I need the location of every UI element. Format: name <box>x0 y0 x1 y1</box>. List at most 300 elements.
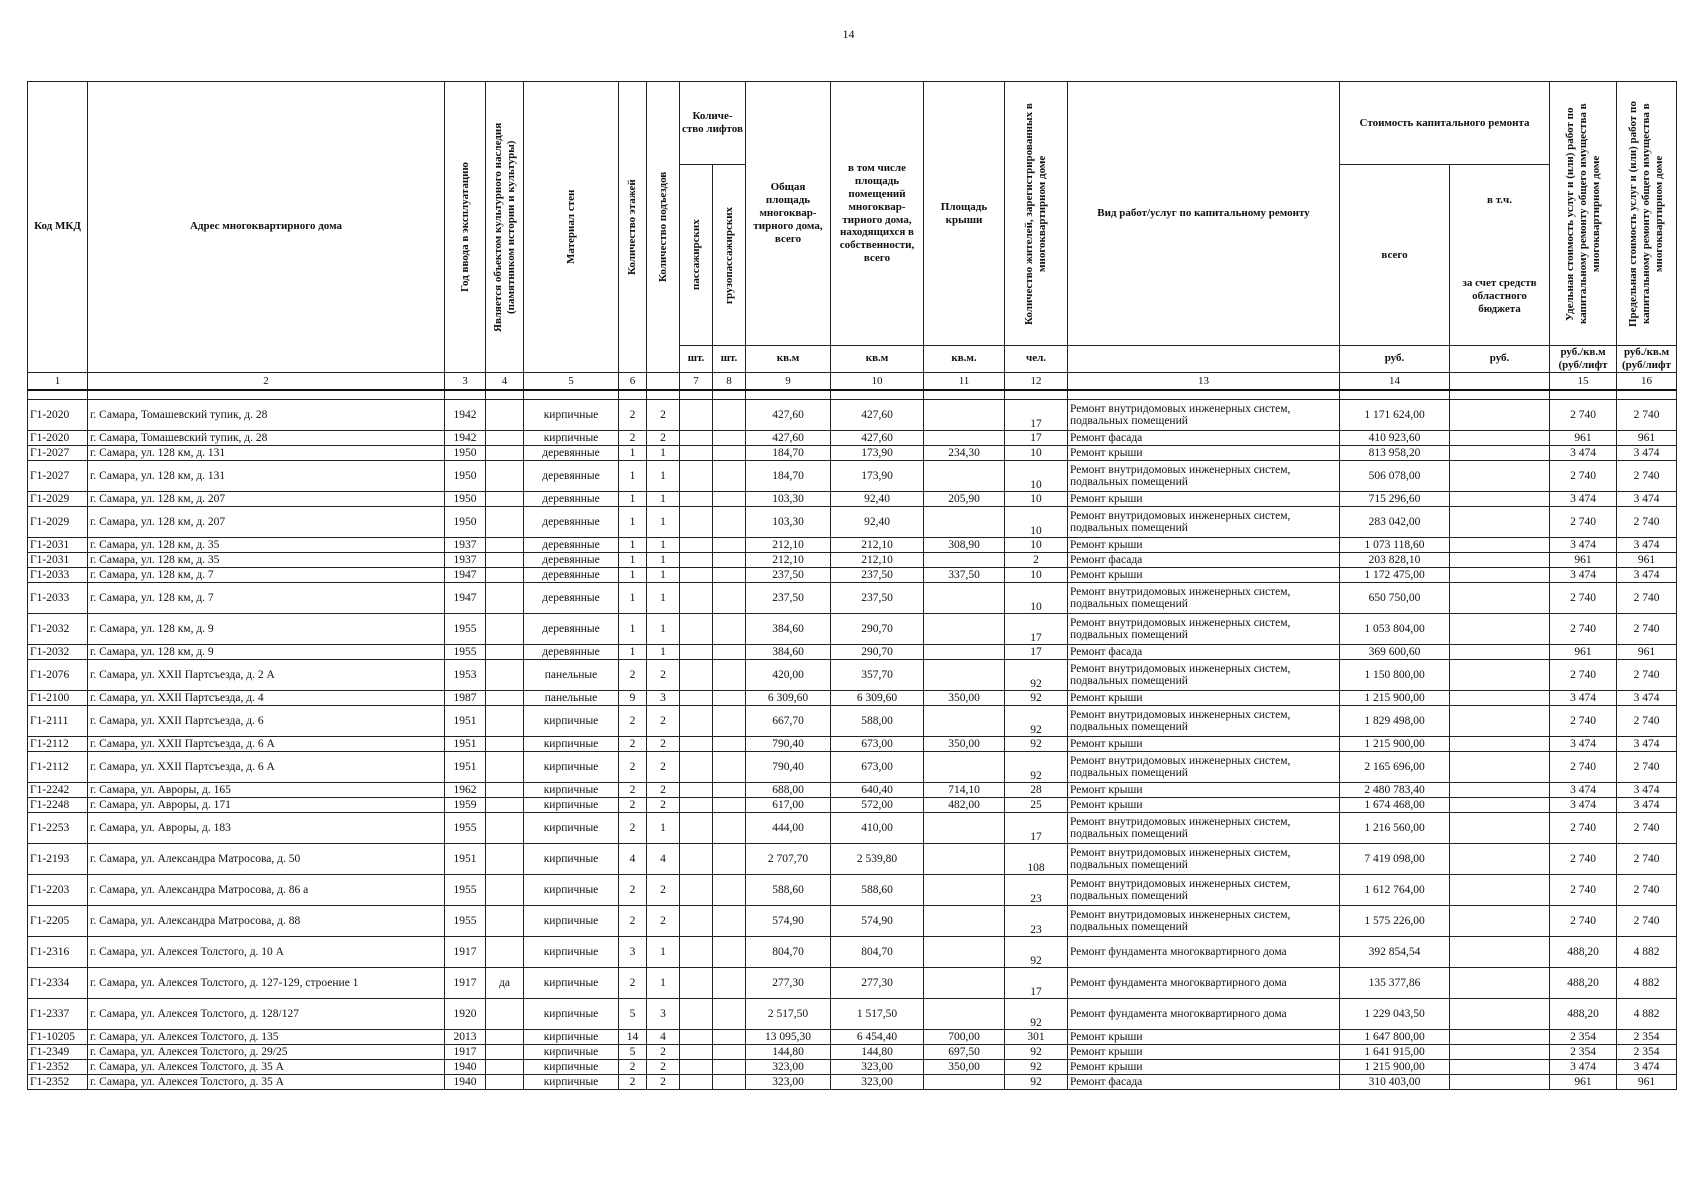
cell-total-area: 2 707,70 <box>746 843 831 874</box>
cell-unit-cost: 488,20 <box>1550 998 1617 1029</box>
cell-unit-cost: 2 740 <box>1550 659 1617 690</box>
column-number: 11 <box>924 372 1005 390</box>
cell-cost-regional <box>1450 1029 1550 1044</box>
cell-address: г. Самара, ул. Алексея Толстого, д. 128/127 <box>88 998 445 1029</box>
cell-floors: 3 <box>619 936 647 967</box>
cell-year: 1951 <box>445 736 486 751</box>
cell-cost-total: 1 215 900,00 <box>1340 690 1450 705</box>
cell-floors: 2 <box>619 399 647 430</box>
cell-lifts-passenger <box>680 751 713 782</box>
cell-heritage <box>486 690 524 705</box>
table-row <box>28 967 1677 998</box>
cell-total-area: 574,90 <box>746 905 831 936</box>
cell-max-cost: 3 474 <box>1617 690 1677 705</box>
cell-cost-regional <box>1450 936 1550 967</box>
table-row <box>28 905 1677 936</box>
cell-work-type: Ремонт внутридомовых инженерных систем, подвальных помещений <box>1068 812 1340 843</box>
cell-max-cost: 4 882 <box>1617 967 1677 998</box>
cell-heritage <box>486 399 524 430</box>
cell-unit-cost: 2 740 <box>1550 843 1617 874</box>
cell-heritage <box>486 812 524 843</box>
cell-cost-total: 369 600,60 <box>1340 644 1450 659</box>
cell-roof-area: 697,50 <box>924 1044 1005 1059</box>
cell-cost-total: 310 403,00 <box>1340 1074 1450 1089</box>
cell-total-area: 103,30 <box>746 491 831 506</box>
cell-owned-area: 144,80 <box>831 1044 924 1059</box>
cell-entrances: 1 <box>647 936 680 967</box>
cell-material: деревянные <box>524 567 619 582</box>
cell-year: 2013 <box>445 1029 486 1044</box>
cell-material: деревянные <box>524 537 619 552</box>
cell-year: 1920 <box>445 998 486 1029</box>
cell-owned-area: 290,70 <box>831 613 924 644</box>
cell-lifts-freight <box>713 582 746 613</box>
cell-lifts-passenger <box>680 399 713 430</box>
cell-work-type: Ремонт крыши <box>1068 782 1340 797</box>
cell-floors: 14 <box>619 1029 647 1044</box>
cell-material: панельные <box>524 659 619 690</box>
cell-total-area: 237,50 <box>746 567 831 582</box>
table-row <box>28 812 1677 843</box>
cell-heritage <box>486 430 524 445</box>
cell-lifts-passenger <box>680 644 713 659</box>
cell-residents: 10 <box>1005 582 1068 613</box>
cell-heritage <box>486 874 524 905</box>
cell-cost-regional <box>1450 582 1550 613</box>
cell-total-area: 427,60 <box>746 399 831 430</box>
cell-total-area: 212,10 <box>746 552 831 567</box>
cell-lifts-passenger <box>680 491 713 506</box>
cell-cost-regional <box>1450 399 1550 430</box>
cell-cost-total: 1 641 915,00 <box>1340 1044 1450 1059</box>
cell-roof-area: 350,00 <box>924 1059 1005 1074</box>
cell-cost-total: 1 215 900,00 <box>1340 1059 1450 1074</box>
cell-heritage <box>486 782 524 797</box>
cell-owned-area: 323,00 <box>831 1074 924 1089</box>
cell-cost-total: 1 073 118,60 <box>1340 537 1450 552</box>
cell-floors: 1 <box>619 644 647 659</box>
cell-total-area: 444,00 <box>746 812 831 843</box>
cell-owned-area: 2 539,80 <box>831 843 924 874</box>
cell-cost-total: 410 923,60 <box>1340 430 1450 445</box>
cell-cost-total: 1 674 468,00 <box>1340 797 1450 812</box>
cell-work-type: Ремонт крыши <box>1068 567 1340 582</box>
cell-address: г. Самара, ул. 128 км, д. 35 <box>88 552 445 567</box>
cell-lifts-passenger <box>680 1044 713 1059</box>
cell-cost-regional <box>1450 644 1550 659</box>
table-row <box>28 1059 1677 1074</box>
cell-entrances: 2 <box>647 705 680 736</box>
cell-lifts-passenger <box>680 506 713 537</box>
cell-lifts-passenger <box>680 874 713 905</box>
cell-entrances: 1 <box>647 567 680 582</box>
cell-residents: 92 <box>1005 705 1068 736</box>
col-header-lifts-passenger-text: пассажирских <box>689 219 702 291</box>
column-number: 2 <box>88 372 445 390</box>
cell-code: Г1-2352 <box>28 1074 88 1089</box>
cell-owned-area: 1 517,50 <box>831 998 924 1029</box>
cell-floors: 1 <box>619 582 647 613</box>
cell-floors: 1 <box>619 506 647 537</box>
cell-address: г. Самара, ул. 128 км, д. 7 <box>88 567 445 582</box>
cell-heritage <box>486 491 524 506</box>
cell-work-type: Ремонт фасада <box>1068 1074 1340 1089</box>
cell-residents: 10 <box>1005 567 1068 582</box>
cell-entrances: 1 <box>647 967 680 998</box>
cell-cost-regional <box>1450 567 1550 582</box>
cell-code: Г1-2100 <box>28 690 88 705</box>
cell-code: Г1-2033 <box>28 567 88 582</box>
cell-owned-area: 427,60 <box>831 399 924 430</box>
table-row <box>28 506 1677 537</box>
cell-owned-area: 588,60 <box>831 874 924 905</box>
table-row <box>28 1074 1677 1089</box>
cell-entrances: 1 <box>647 552 680 567</box>
cell-max-cost: 3 474 <box>1617 797 1677 812</box>
cell-heritage <box>486 843 524 874</box>
cell-unit-cost: 3 474 <box>1550 445 1617 460</box>
cell-lifts-freight <box>713 782 746 797</box>
cell-lifts-freight <box>713 998 746 1029</box>
cell-lifts-freight <box>713 751 746 782</box>
cell-address: г. Самара, ул. XXII Партсъезда, д. 6 А <box>88 751 445 782</box>
cell-floors: 2 <box>619 705 647 736</box>
cell-roof-area <box>924 460 1005 491</box>
cell-floors: 1 <box>619 445 647 460</box>
cell-unit-cost: 2 740 <box>1550 399 1617 430</box>
cell-heritage <box>486 552 524 567</box>
col-header-code: Код МКД <box>28 82 88 373</box>
cell-material: деревянные <box>524 582 619 613</box>
cell-lifts-passenger <box>680 567 713 582</box>
cell-cost-total: 1 150 800,00 <box>1340 659 1450 690</box>
cell-max-cost: 2 740 <box>1617 874 1677 905</box>
cell-roof-area <box>924 874 1005 905</box>
cell-code: Г1-2031 <box>28 537 88 552</box>
cell-cost-regional <box>1450 797 1550 812</box>
cell-heritage <box>486 506 524 537</box>
cell-residents: 17 <box>1005 430 1068 445</box>
table-row <box>28 705 1677 736</box>
cell-floors: 2 <box>619 1074 647 1089</box>
cell-year: 1955 <box>445 812 486 843</box>
col-header-cost-regional <box>1450 165 1550 346</box>
cell-total-area: 420,00 <box>746 659 831 690</box>
cell-residents: 10 <box>1005 445 1068 460</box>
cell-cost-total: 7 419 098,00 <box>1340 843 1450 874</box>
cell-work-type: Ремонт внутридомовых инженерных систем, подвальных помещений <box>1068 659 1340 690</box>
cell-unit-cost: 488,20 <box>1550 967 1617 998</box>
cell-code: Г1-2020 <box>28 399 88 430</box>
cell-roof-area <box>924 936 1005 967</box>
cell-heritage <box>486 1029 524 1044</box>
col-header-roof-area: Площадь крыши <box>924 82 1005 346</box>
cell-year: 1950 <box>445 491 486 506</box>
cell-entrances: 1 <box>647 506 680 537</box>
cell-roof-area: 350,00 <box>924 736 1005 751</box>
cell-address: г. Самара, ул. Александра Матросова, д. 88 <box>88 905 445 936</box>
cell-material: кирпичные <box>524 998 619 1029</box>
cell-residents: 23 <box>1005 874 1068 905</box>
cell-residents: 10 <box>1005 506 1068 537</box>
cell-cost-regional <box>1450 552 1550 567</box>
cell-address: г. Самара, ул. Александра Матросова, д. 50 <box>88 843 445 874</box>
col-header-lifts-passenger <box>680 165 713 346</box>
cell-residents: 17 <box>1005 644 1068 659</box>
cell-unit-cost: 3 474 <box>1550 690 1617 705</box>
cell-total-area: 384,60 <box>746 644 831 659</box>
table-row <box>28 460 1677 491</box>
cell-lifts-freight <box>713 399 746 430</box>
cell-code: Г1-2253 <box>28 812 88 843</box>
cell-lifts-freight <box>713 430 746 445</box>
cell-total-area: 13 095,30 <box>746 1029 831 1044</box>
cell-owned-area: 277,30 <box>831 967 924 998</box>
cell-code: Г1-2076 <box>28 659 88 690</box>
cell-address: г. Самара, ул. 128 км, д. 35 <box>88 537 445 552</box>
cell-lifts-freight <box>713 690 746 705</box>
cell-address: г. Самара, ул. Алексея Толстого, д. 35 А <box>88 1074 445 1089</box>
cell-floors: 2 <box>619 751 647 782</box>
cell-max-cost: 3 474 <box>1617 445 1677 460</box>
page-number: 14 <box>842 27 855 41</box>
cell-owned-area: 640,40 <box>831 782 924 797</box>
cell-total-area: 588,60 <box>746 874 831 905</box>
column-number: 7 <box>680 372 713 390</box>
cell-address: г. Самара, ул. Алексея Толстого, д. 35 А <box>88 1059 445 1074</box>
cell-residents: 10 <box>1005 537 1068 552</box>
cell-residents: 28 <box>1005 782 1068 797</box>
col-header-max-cost-text: Предельная стоимость услуг и (или) работ по капитальному ремонту общего имущества в многоквартирном доме <box>1627 100 1665 327</box>
cell-code: Г1-2334 <box>28 967 88 998</box>
cell-address: г. Самара, ул. Александра Матросова, д. 86 а <box>88 874 445 905</box>
cell-roof-area <box>924 905 1005 936</box>
cell-roof-area <box>924 967 1005 998</box>
cell-work-type: Ремонт крыши <box>1068 537 1340 552</box>
col-header-year <box>445 82 486 373</box>
cell-work-type: Ремонт фундамента многоквартирного дома <box>1068 967 1340 998</box>
cell-unit-cost: 2 740 <box>1550 582 1617 613</box>
cell-cost-regional <box>1450 690 1550 705</box>
cell-unit-cost: 2 740 <box>1550 905 1617 936</box>
cell-material: деревянные <box>524 506 619 537</box>
cell-lifts-freight <box>713 874 746 905</box>
cell-lifts-passenger <box>680 736 713 751</box>
cell-cost-regional <box>1450 998 1550 1029</box>
cell-lifts-passenger <box>680 905 713 936</box>
cell-lifts-passenger <box>680 843 713 874</box>
cell-max-cost: 961 <box>1617 430 1677 445</box>
cell-roof-area <box>924 659 1005 690</box>
cell-total-area: 790,40 <box>746 751 831 782</box>
cell-residents: 17 <box>1005 812 1068 843</box>
cell-heritage <box>486 644 524 659</box>
cell-lifts-freight <box>713 567 746 582</box>
col-header-material <box>524 82 619 373</box>
cell-unit-cost: 3 474 <box>1550 797 1617 812</box>
cell-lifts-passenger <box>680 613 713 644</box>
cell-floors: 1 <box>619 460 647 491</box>
cell-material: кирпичные <box>524 967 619 998</box>
cell-work-type: Ремонт внутридомовых инженерных систем, подвальных помещений <box>1068 843 1340 874</box>
cell-lifts-freight <box>713 936 746 967</box>
cell-owned-area: 6 309,60 <box>831 690 924 705</box>
cell-residents: 17 <box>1005 613 1068 644</box>
cell-lifts-passenger <box>680 797 713 812</box>
cell-address: г. Самара, Томашевский тупик, д. 28 <box>88 399 445 430</box>
cell-year: 1950 <box>445 506 486 537</box>
cell-entrances: 2 <box>647 1044 680 1059</box>
table-row <box>28 552 1677 567</box>
cell-entrances: 3 <box>647 690 680 705</box>
column-number: 12 <box>1005 372 1068 390</box>
unit-owned-area: кв.м <box>831 346 924 373</box>
cell-max-cost: 2 740 <box>1617 843 1677 874</box>
cell-address: г. Самара, ул. Авроры, д. 165 <box>88 782 445 797</box>
cell-roof-area: 205,90 <box>924 491 1005 506</box>
cell-lifts-freight <box>713 705 746 736</box>
cell-entrances: 1 <box>647 491 680 506</box>
cell-address: г. Самара, ул. 128 км, д. 207 <box>88 491 445 506</box>
table-row <box>28 797 1677 812</box>
cell-entrances: 2 <box>647 874 680 905</box>
cell-floors: 2 <box>619 797 647 812</box>
cell-material: деревянные <box>524 491 619 506</box>
cell-heritage <box>486 936 524 967</box>
cell-unit-cost: 3 474 <box>1550 537 1617 552</box>
cell-roof-area: 714,10 <box>924 782 1005 797</box>
cell-entrances: 1 <box>647 460 680 491</box>
cell-work-type: Ремонт крыши <box>1068 445 1340 460</box>
cell-max-cost: 2 740 <box>1617 659 1677 690</box>
cell-roof-area <box>924 843 1005 874</box>
cell-material: кирпичные <box>524 905 619 936</box>
cell-cost-regional <box>1450 967 1550 998</box>
cell-lifts-freight <box>713 552 746 567</box>
cell-cost-regional <box>1450 460 1550 491</box>
cell-code: Г1-2248 <box>28 797 88 812</box>
cell-lifts-freight <box>713 659 746 690</box>
cell-max-cost: 2 740 <box>1617 705 1677 736</box>
cell-lifts-freight <box>713 1074 746 1089</box>
cell-floors: 2 <box>619 659 647 690</box>
column-number: 5 <box>524 372 619 390</box>
cell-lifts-freight <box>713 797 746 812</box>
col-header-residents <box>1005 82 1068 346</box>
column-number: 14 <box>1340 372 1450 390</box>
cell-year: 1987 <box>445 690 486 705</box>
cell-code: Г1-10205 <box>28 1029 88 1044</box>
cell-cost-total: 2 480 783,40 <box>1340 782 1450 797</box>
cell-material: кирпичные <box>524 399 619 430</box>
cell-cost-total: 1 612 764,00 <box>1340 874 1450 905</box>
cell-work-type: Ремонт крыши <box>1068 690 1340 705</box>
cell-material: кирпичные <box>524 736 619 751</box>
cell-unit-cost: 2 740 <box>1550 751 1617 782</box>
cell-residents: 23 <box>1005 905 1068 936</box>
col-header-year-text: Год ввода в эксплуатацию <box>458 162 471 292</box>
cell-year: 1947 <box>445 582 486 613</box>
column-number: 1 <box>28 372 88 390</box>
cell-roof-area <box>924 1074 1005 1089</box>
cell-material: деревянные <box>524 445 619 460</box>
cell-year: 1959 <box>445 797 486 812</box>
cell-lifts-passenger <box>680 445 713 460</box>
col-header-lifts-freight <box>713 165 746 346</box>
table-row <box>28 659 1677 690</box>
cell-work-type: Ремонт фасада <box>1068 430 1340 445</box>
cell-roof-area <box>924 705 1005 736</box>
col-header-heritage <box>486 82 524 373</box>
cell-lifts-passenger <box>680 460 713 491</box>
cell-lifts-freight <box>713 736 746 751</box>
cell-entrances: 2 <box>647 797 680 812</box>
table-row <box>28 445 1677 460</box>
cell-address: г. Самара, ул. XXII Партсъезда, д. 6 <box>88 705 445 736</box>
cell-work-type: Ремонт внутридомовых инженерных систем, подвальных помещений <box>1068 613 1340 644</box>
cell-code: Г1-2242 <box>28 782 88 797</box>
table-row <box>28 399 1677 430</box>
cell-total-area: 427,60 <box>746 430 831 445</box>
cell-owned-area: 673,00 <box>831 751 924 782</box>
cell-residents: 10 <box>1005 460 1068 491</box>
cell-unit-cost: 961 <box>1550 1074 1617 1089</box>
cell-cost-regional <box>1450 736 1550 751</box>
cell-unit-cost: 2 354 <box>1550 1044 1617 1059</box>
cell-year: 1953 <box>445 659 486 690</box>
table-row <box>28 1044 1677 1059</box>
cell-lifts-passenger <box>680 1029 713 1044</box>
cell-max-cost: 2 740 <box>1617 399 1677 430</box>
cell-cost-total: 135 377,86 <box>1340 967 1450 998</box>
cell-lifts-passenger <box>680 537 713 552</box>
cell-material: кирпичные <box>524 782 619 797</box>
col-header-residents-text: Количество жителей, зарегистрированных в многоквартирном доме <box>1023 102 1048 325</box>
cell-residents: 92 <box>1005 659 1068 690</box>
cell-entrances: 4 <box>647 1029 680 1044</box>
cell-cost-regional <box>1450 1074 1550 1089</box>
cell-residents: 17 <box>1005 967 1068 998</box>
cell-cost-total: 283 042,00 <box>1340 506 1450 537</box>
cell-unit-cost: 2 740 <box>1550 506 1617 537</box>
cell-address: г. Самара, ул. Алексея Толстого, д. 10 А <box>88 936 445 967</box>
table-row <box>28 1029 1677 1044</box>
cell-max-cost: 961 <box>1617 1074 1677 1089</box>
cell-year: 1942 <box>445 399 486 430</box>
cell-total-area: 184,70 <box>746 445 831 460</box>
cell-owned-area: 212,10 <box>831 552 924 567</box>
cell-address: г. Самара, ул. Авроры, д. 183 <box>88 812 445 843</box>
cell-entrances: 1 <box>647 644 680 659</box>
cell-owned-area: 92,40 <box>831 506 924 537</box>
cell-max-cost: 2 740 <box>1617 582 1677 613</box>
cell-work-type: Ремонт внутридомовых инженерных систем, подвальных помещений <box>1068 705 1340 736</box>
cell-work-type: Ремонт внутридомовых инженерных систем, подвальных помещений <box>1068 460 1340 491</box>
cell-total-area: 688,00 <box>746 782 831 797</box>
cell-residents: 108 <box>1005 843 1068 874</box>
column-number: 9 <box>746 372 831 390</box>
col-header-heritage-text: Является объектом культурного наследия (памятником истории и культуры) <box>491 122 517 332</box>
cell-year: 1951 <box>445 843 486 874</box>
col-header-material-text: Материал стен <box>564 189 577 265</box>
cell-address: г. Самара, ул. 128 км, д. 9 <box>88 644 445 659</box>
cell-cost-total: 1 215 900,00 <box>1340 736 1450 751</box>
cell-floors: 1 <box>619 537 647 552</box>
cell-work-type: Ремонт внутридомовых инженерных систем, подвальных помещений <box>1068 874 1340 905</box>
cell-code: Г1-2316 <box>28 936 88 967</box>
cell-max-cost: 3 474 <box>1617 1059 1677 1074</box>
cell-residents: 92 <box>1005 1074 1068 1089</box>
